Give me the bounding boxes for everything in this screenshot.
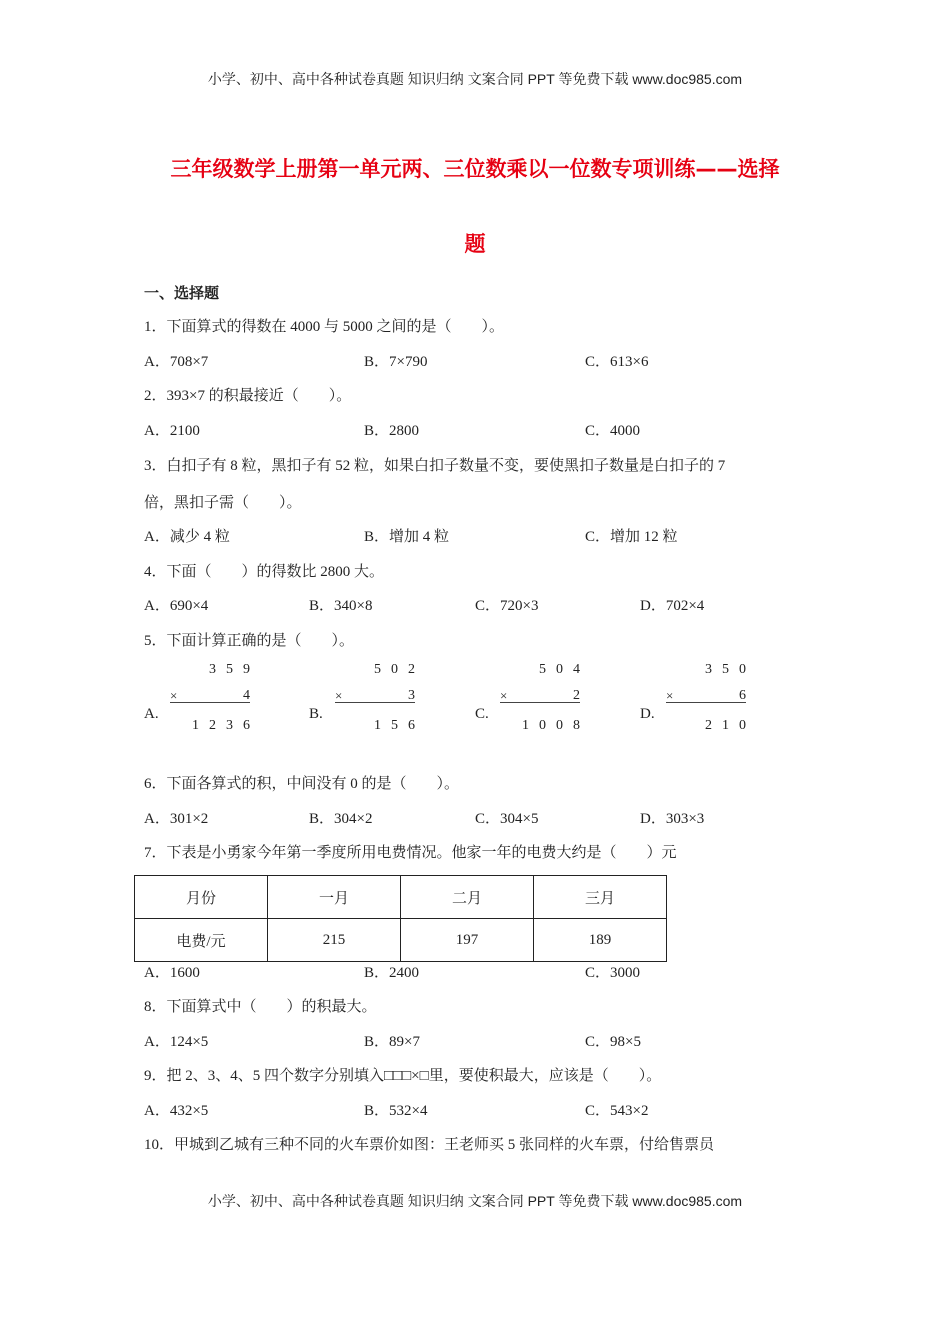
option-c: C．98×5 [585,1034,641,1050]
option-b: B．304×2 [309,811,373,827]
multiplicand: 502 [374,662,425,677]
times-sign: × [170,688,178,703]
table-cell: 月份 [135,876,268,919]
table-cell: 一月 [268,876,401,919]
table-cell: 197 [401,919,534,962]
option-b-label: B. [309,706,323,722]
multiplicand: 504 [539,662,590,677]
multiplier: 3 [408,688,425,703]
question-3: 3．白扣子有 8 粒，黑扣子有 52 粒，如果白扣子数量不变，要使黑扣子数量是白扣子的 7 [144,458,726,474]
page-footer: 小学、初中、高中各种试卷真题 知识归纳 文案合同 PPT 等免费下载 www.doc985.com [207,1193,743,1209]
page-header: 小学、初中、高中各种试卷真题 知识归纳 文案合同 PPT 等免费下载 www.doc985.com [207,71,743,87]
option-a: A．减少 4 粒 [144,529,230,545]
option-a: A．432×5 [144,1103,209,1119]
option-d: D．303×3 [640,811,705,827]
question-2: 2．393×7 的积最接近（ ）。 [144,388,352,404]
times-sign: × [335,688,343,703]
vertical-multiplication-b [335,662,425,733]
option-c-label: C. [475,706,489,722]
section-heading: 一、选择题 [144,284,220,302]
question-10: 10．甲城到乙城有三种不同的火车票价如图：王老师买 5 张同样的火车票，付给售票员 [144,1137,715,1153]
option-b: B．2400 [364,965,420,981]
question-1: 1．下面算式的得数在 4000 与 5000 之间的是（ ）。 [144,319,505,335]
option-b: B．532×4 [364,1103,428,1119]
multiplier: 6 [739,688,756,703]
table-cell: 电费/元 [135,919,268,962]
option-c: C．4000 [585,423,641,439]
option-c: C．543×2 [585,1103,649,1119]
table-header-row [135,876,667,919]
option-a: A．301×2 [144,811,209,827]
doc-title-cont: 题 [464,232,486,256]
divider-line [170,702,250,703]
divider-line [335,702,415,703]
option-c: C．3000 [585,965,641,981]
option-a: A．2100 [144,423,200,439]
option-d-label: D. [640,706,655,722]
question-3-cont: 倍，黑扣子需（ ）。 [144,495,302,511]
multiplicand: 350 [705,662,756,677]
option-c: C．304×5 [475,811,539,827]
option-c: C．720×3 [475,598,539,614]
option-b: B．340×8 [309,598,373,614]
multiplicand: 359 [209,662,260,677]
times-sign: × [500,688,508,703]
option-a-label: A. [144,706,159,722]
question-6: 6．下面各算式的积，中间没有 0 的是（ ）。 [144,776,460,792]
question-7: 7．下表是小勇家今年第一季度所用电费情况。他家一年的电费大约是（ ）元 [144,845,677,861]
vertical-multiplication-a [170,662,260,733]
option-a: A．708×7 [144,354,209,370]
product: 156 [374,718,425,733]
multiplier: 2 [573,688,590,703]
table-cell: 三月 [534,876,667,919]
divider-line [666,702,746,703]
option-b: B．89×7 [364,1034,420,1050]
vertical-multiplication-d [666,662,756,733]
times-sign: × [666,688,674,703]
table-cell: 二月 [401,876,534,919]
option-b: B．增加 4 粒 [364,529,450,545]
question-5: 5．下面计算正确的是（ ）。 [144,633,355,649]
electricity-fee-table [134,875,667,962]
table-cell: 189 [534,919,667,962]
table-cell: 215 [268,919,401,962]
product: 210 [705,718,756,733]
question-9: 9．把 2、3、4、5 四个数字分别填入□□□×□里，要使积最大，应该是（ ）。 [144,1068,662,1084]
option-b: B．7×790 [364,354,428,370]
table-row [135,919,667,962]
question-4: 4．下面（ ）的得数比 2800 大。 [144,564,385,580]
option-c: C．增加 12 粒 [585,529,678,545]
multiplier: 4 [243,688,260,703]
option-a: A．124×5 [144,1034,209,1050]
divider-line [500,702,580,703]
option-a: A．1600 [144,965,200,981]
product: 1008 [522,718,590,733]
question-8: 8．下面算式中（ ）的积最大。 [144,999,377,1015]
option-d: D．702×4 [640,598,705,614]
option-c: C．613×6 [585,354,649,370]
doc-title: 三年级数学上册第一单元两、三位数乘以一位数专项训练——选择 [170,157,780,181]
option-b: B．2800 [364,423,420,439]
vertical-multiplication-c [500,662,590,733]
option-a: A．690×4 [144,598,209,614]
product: 1236 [192,718,260,733]
